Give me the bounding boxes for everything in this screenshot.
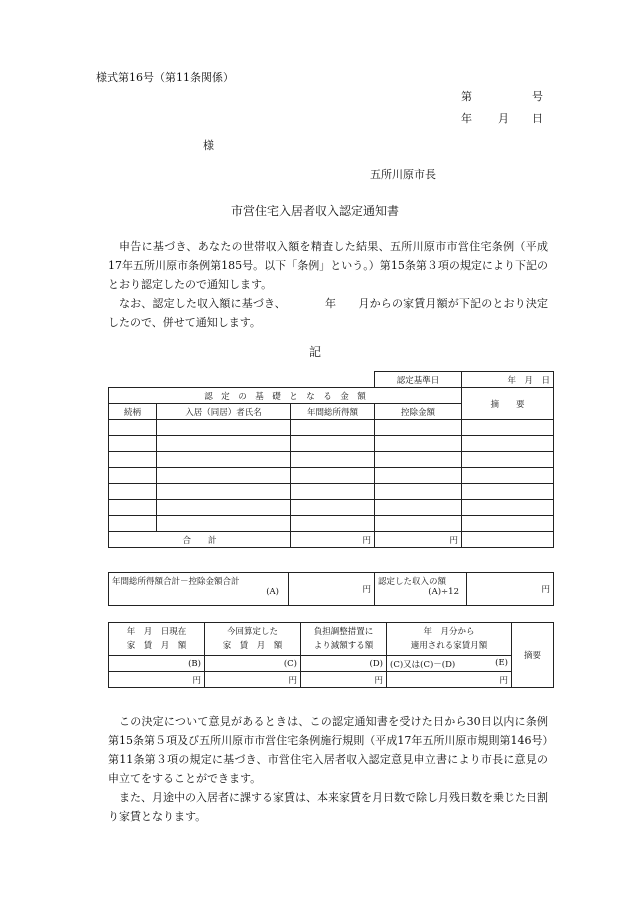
addressee-sama: 様 (203, 139, 214, 152)
tekiyo-header: 摘 要 (462, 388, 554, 420)
col-current-rent (109, 623, 205, 656)
label-c: (C) (205, 656, 301, 672)
rent-table (108, 622, 554, 688)
total-income-yen: 円 (291, 532, 375, 548)
income-basis-table (108, 371, 554, 548)
table-row (109, 436, 554, 452)
col-applied-rent-line2: 適用される家賃月額 (410, 641, 488, 651)
date-month: 月 (498, 112, 509, 125)
group-header: 認 定 の 基 礎 と な る 金 額 (109, 388, 462, 404)
label-cd-e (387, 656, 512, 672)
label-cd: (C)又は(C)－(D) (390, 659, 456, 670)
date-day: 日 (532, 112, 543, 125)
ki-heading: 記 (308, 345, 321, 359)
col-current-rent-line1: 年 月 日現在 (126, 627, 187, 637)
body-text (108, 237, 548, 332)
number-dai: 第 (461, 90, 472, 103)
col-reduction-line1: 負担調整措置に (313, 627, 374, 637)
label-e: (E) (495, 657, 508, 668)
income-minus-deduction (109, 573, 289, 606)
label-a-div-12: (A)÷12 (428, 587, 459, 597)
b-yen: 円 (109, 672, 205, 688)
document-title: 市営住宅入居者収入認定通知書 (230, 204, 399, 218)
col-reduction (301, 623, 387, 656)
footer-paragraph-2: また、月途中の入居者に課する家賃は、本来家賃を月日数で除し月残日数を乗じた日割り家賃となります。 (108, 791, 548, 823)
body-paragraph-1: 申告に基づき、あなたの世帯収入額を精査した結果、五所川原市市営住宅条例（平成17年五所川原市条例第185号。以下「条例」という。）第15条第３項の規定により下記のとおり認定したので通知します。 (108, 240, 548, 291)
recognized-yen: 円 (467, 573, 554, 606)
label-b: (B) (109, 656, 205, 672)
body-paragraph-2: なお、認定した収入額に基づき、 年 月からの家賃月額が下記のとおり決定したので、併せて通知します。 (108, 297, 548, 329)
col-calculated-rent-line1: 今回算定した (226, 627, 278, 637)
total-label: 合 計 (109, 532, 291, 548)
table-row (109, 452, 554, 468)
col-deduction: 控除金額 (375, 404, 462, 420)
col-resident-name: 入居（同居）者氏名 (157, 404, 291, 420)
footer-text (108, 712, 548, 826)
col-annual-income: 年間総所得額 (291, 404, 375, 420)
reference-date-label: 認定基準日 (375, 372, 462, 388)
recognized-income (375, 573, 467, 606)
income-minus-deduction-label: 年間総所得額合計－控除金額合計 (112, 577, 240, 587)
total-deduction-yen: 円 (375, 532, 462, 548)
issuer: 五所川原市長 (370, 168, 436, 181)
footer-paragraph-1: この決定について意見があるときは、この認定通知書を受けた日から30日以内に条例第15条第５項及び五所川原市市営住宅条例施行規則（平成17年五所川原市規則第146号）第11条第３項の規定に基づき、市営住宅入居者収入認定意見申立書により市長に意見の申立てをすることができます。 (108, 715, 548, 785)
label-d: (D) (301, 656, 387, 672)
col-tekiyo: 摘要 (512, 623, 554, 688)
col-current-rent-line2: 家 賃 月 額 (126, 641, 187, 651)
recognized-income-label: 認定した収入の額 (378, 577, 447, 587)
e-yen: 円 (387, 672, 512, 688)
col-calculated-rent-line2: 家 賃 月 額 (222, 641, 283, 651)
col-applied-rent-line1: 年 月分から (423, 627, 475, 637)
table-row (109, 484, 554, 500)
c-yen: 円 (205, 672, 301, 688)
col-relationship: 続柄 (109, 404, 157, 420)
col-reduction-line2: より減額する額 (313, 641, 374, 651)
number-go: 号 (532, 90, 543, 103)
form-label: 様式第16号（第11条関係） (96, 71, 234, 84)
d-yen: 円 (301, 672, 387, 688)
a-yen: 円 (289, 573, 375, 606)
label-a: (A) (266, 587, 279, 597)
table-row (109, 500, 554, 516)
table-row (109, 516, 554, 532)
date-year: 年 (461, 112, 472, 125)
reference-date-value: 年 月 日 (462, 372, 554, 388)
table-row (109, 420, 554, 436)
income-calc-table (108, 572, 554, 606)
col-applied-rent (387, 623, 512, 656)
table-row (109, 468, 554, 484)
col-calculated-rent (205, 623, 301, 656)
